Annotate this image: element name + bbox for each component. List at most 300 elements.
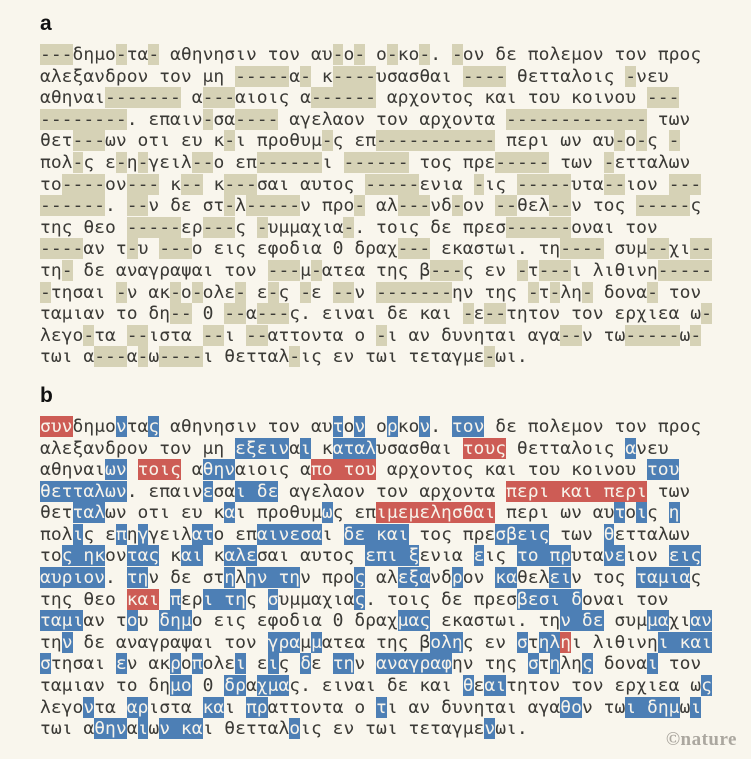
- text-line: [40, 346, 730, 368]
- preserved-segment: ιστα: [148, 324, 203, 346]
- preserved-segment: α: [289, 437, 301, 459]
- preserved-segment: ς: [646, 502, 669, 524]
- restored-segment: ρ: [451, 567, 463, 589]
- restored-segment: σ: [267, 588, 279, 610]
- preserved-segment: αν τ: [83, 610, 127, 632]
- restored-segment: ο: [289, 718, 301, 740]
- missing-segment: --: [332, 281, 355, 303]
- preserved-segment: ω: [679, 696, 691, 718]
- preserved-segment: θελ: [516, 195, 550, 217]
- preserved-segment: α: [245, 303, 257, 325]
- preserved-segment: ο: [625, 130, 637, 152]
- text-line: [40, 697, 730, 719]
- missing-segment: ---: [40, 44, 73, 65]
- preserved-segment: ην της: [451, 281, 528, 303]
- restored-segment: εις: [668, 545, 702, 567]
- missing-segment: -------: [105, 87, 181, 109]
- panel-a-damaged-text: [40, 44, 730, 368]
- missing-segment: -: [625, 65, 637, 87]
- text-line: [40, 44, 730, 66]
- preserved-segment: ν ακ: [126, 653, 171, 675]
- preserved-segment: τον: [657, 281, 702, 303]
- restored-segment: ε: [473, 545, 485, 567]
- preserved-segment: [127, 459, 138, 480]
- missing-segment: --------: [40, 108, 127, 130]
- preserved-segment: ην της: [451, 653, 528, 675]
- missing-segment: ------: [256, 151, 322, 173]
- missing-segment: -: [386, 44, 398, 65]
- preserved-segment: θετ: [40, 502, 73, 524]
- missing-segment: --: [202, 324, 225, 346]
- restored-segment: ς: [354, 588, 366, 610]
- preserved-segment: [159, 589, 170, 610]
- preserved-segment: ο: [365, 44, 387, 65]
- restored-segment: βεσι δ: [516, 588, 582, 610]
- preserved-segment: ε: [473, 303, 485, 325]
- preserved-segment: ταμιαν το δη: [40, 303, 171, 325]
- restored-segment: π: [115, 523, 127, 545]
- preserved-segment: α: [180, 87, 203, 109]
- preserved-segment: θετταλοις: [506, 437, 626, 459]
- restored-segment: η: [549, 653, 561, 675]
- restored-segment: τη: [332, 653, 355, 675]
- missing-segment: -: [148, 44, 160, 65]
- restored-segment: ς ηκ: [61, 545, 106, 567]
- missing-segment: --: [690, 238, 713, 260]
- preserved-segment: περι ων αυ: [495, 502, 615, 524]
- text-line: [40, 524, 730, 546]
- missing-segment: ---: [94, 346, 127, 368]
- restored-segment: ν: [83, 696, 95, 718]
- preserved-segment: ο: [180, 281, 192, 303]
- missing-segment: ------: [40, 195, 106, 217]
- restored-segment: εξα: [397, 567, 431, 589]
- preserved-segment: ς: [690, 195, 702, 217]
- preserved-segment: αττοντα ο: [267, 696, 377, 718]
- predicted-segment: συν: [40, 415, 73, 437]
- preserved-segment: α: [245, 675, 257, 697]
- predicted-segment: τους: [462, 437, 507, 459]
- text-line: [40, 632, 730, 654]
- missing-segment: ---: [397, 195, 431, 217]
- restored-segment: αινεσα: [256, 523, 322, 545]
- missing-segment: -: [527, 281, 539, 303]
- preserved-segment: ς εν: [462, 259, 517, 281]
- preserved-segment: υσασθαι: [376, 65, 463, 87]
- preserved-segment: αλεξανδρον τον μη: [40, 65, 236, 87]
- nature-watermark: ©nature: [665, 729, 737, 750]
- preserved-segment: ερ: [180, 588, 203, 610]
- preserved-segment: ις: [484, 173, 517, 195]
- restored-segment: σ: [40, 653, 51, 675]
- missing-segment: ----: [462, 65, 507, 87]
- preserved-segment: ο εις εφοδια 0 δραχ: [191, 238, 398, 260]
- restored-segment: δημ: [159, 610, 192, 632]
- text-line: [40, 675, 730, 697]
- missing-segment: -: [668, 130, 680, 152]
- preserved-segment: ι θετταλ: [202, 718, 290, 740]
- restored-segment: ηλ: [538, 631, 561, 653]
- text-line: [40, 325, 730, 347]
- preserved-segment: νδ: [430, 195, 452, 217]
- preserved-segment: ενια: [419, 545, 474, 567]
- restored-segment: ατ: [191, 523, 214, 545]
- missing-segment: ---: [159, 238, 192, 260]
- text-line: [40, 260, 730, 282]
- restored-segment: κα: [202, 696, 225, 718]
- predicted-segment: περι και περι: [506, 480, 647, 502]
- missing-segment: ---: [202, 216, 236, 238]
- preserved-segment: συμ: [603, 610, 647, 632]
- preserved-segment: πολ: [40, 151, 73, 173]
- preserved-segment: λ: [235, 567, 246, 589]
- preserved-segment: .: [105, 567, 127, 589]
- preserved-segment: γειλ: [148, 523, 192, 545]
- preserved-segment: δονα: [592, 653, 648, 675]
- missing-segment: -: [321, 130, 333, 152]
- preserved-segment: τωι α: [40, 346, 95, 368]
- missing-segment: -----: [516, 173, 572, 195]
- restored-segment: ι τη: [202, 588, 246, 610]
- preserved-segment: θετταλοις: [506, 65, 626, 87]
- predicted-segment: η: [560, 631, 572, 653]
- preserved-segment: σα: [213, 108, 236, 130]
- missing-segment: -----: [625, 324, 680, 346]
- missing-segment: -----------: [376, 130, 496, 152]
- restored-segment: ην τη: [245, 567, 301, 589]
- preserved-segment: ον: [105, 545, 127, 567]
- restored-segment: χμα: [256, 675, 290, 697]
- restored-segment: εξειν: [235, 437, 290, 459]
- text-line: [40, 502, 730, 524]
- preserved-segment: δημο: [72, 44, 116, 65]
- preserved-segment: 0: [191, 675, 225, 697]
- preserved-segment: αν τ: [83, 238, 127, 260]
- missing-segment: -: [40, 281, 51, 303]
- restored-segment: αν: [690, 610, 713, 632]
- missing-segment: -: [61, 259, 73, 281]
- preserved-segment: ο: [180, 653, 192, 675]
- missing-segment: -: [267, 281, 279, 303]
- missing-segment: ---: [72, 130, 106, 152]
- restored-segment: δ: [300, 653, 312, 675]
- preserved-segment: τωι α: [40, 718, 95, 740]
- preserved-segment: εκαστωι. τη: [430, 238, 561, 260]
- preserved-segment: ν τω: [581, 324, 626, 346]
- preserved-segment: κ: [159, 545, 181, 567]
- missing-segment: ----: [332, 65, 376, 87]
- preserved-segment: ενια: [419, 173, 474, 195]
- preserved-segment: χι: [668, 238, 691, 260]
- missing-segment: --: [126, 324, 149, 346]
- preserved-segment: αρχοντος και του κοινου: [376, 459, 647, 481]
- restored-segment: μο: [170, 675, 192, 697]
- preserved-segment: ι: [224, 696, 246, 718]
- restored-segment: ν: [61, 631, 73, 653]
- preserved-segment: γειλ: [148, 151, 192, 173]
- preserved-segment: των: [646, 108, 691, 130]
- preserved-segment: αττοντα ο: [267, 324, 377, 346]
- missing-segment: -: [484, 346, 496, 368]
- restored-segment: ς: [354, 567, 366, 589]
- missing-segment: --: [180, 173, 203, 195]
- text-line: [40, 152, 730, 174]
- restored-segment: ων: [105, 459, 127, 481]
- missing-segment: -: [332, 44, 344, 65]
- preserved-segment: τ: [538, 653, 550, 675]
- missing-segment: ------: [343, 151, 409, 173]
- preserved-segment: πολ: [40, 523, 73, 545]
- preserved-segment: δε αναγραψαι τον: [72, 631, 268, 653]
- missing-segment: -: [582, 281, 593, 303]
- missing-segment: --: [484, 303, 507, 325]
- restored-segment: ι δε: [235, 480, 279, 502]
- preserved-segment: νδ: [430, 567, 452, 589]
- restored-segment: η: [668, 502, 680, 524]
- missing-segment: -: [126, 238, 138, 260]
- preserved-segment: τητον τον ερχιεα ω: [506, 303, 702, 325]
- predicted-segment: και: [126, 588, 160, 610]
- missing-segment: ----: [235, 108, 279, 130]
- missing-segment: ---: [224, 173, 257, 195]
- preserved-segment: ις: [484, 545, 517, 567]
- missing-segment: -: [72, 151, 84, 173]
- text-line: [40, 87, 730, 109]
- preserved-segment: ερ: [180, 216, 203, 238]
- preserved-segment: τητον τον ερχιεα ω: [506, 675, 702, 697]
- preserved-segment: η: [126, 151, 138, 173]
- preserved-segment: ταμιαν το δη: [40, 675, 171, 697]
- preserved-segment: αρχοντος και του κοινου: [375, 87, 647, 109]
- restored-segment: ν: [115, 415, 127, 437]
- preserved-segment: .: [430, 415, 452, 437]
- preserved-segment: λη: [560, 653, 583, 675]
- preserved-segment: ον: [462, 567, 496, 589]
- missing-segment: -: [614, 130, 626, 152]
- missing-segment: -----: [657, 259, 712, 281]
- preserved-segment: ω: [148, 718, 160, 740]
- text-line: [40, 610, 730, 632]
- text-line: [40, 718, 730, 740]
- missing-segment: ------: [310, 87, 376, 109]
- preserved-segment: υτα: [571, 173, 604, 195]
- missing-segment: -: [354, 44, 366, 65]
- missing-segment: --: [191, 151, 214, 173]
- restored-segment: α: [625, 437, 637, 459]
- restored-segment: θην: [202, 459, 236, 481]
- missing-segment: ---: [267, 259, 301, 281]
- preserved-segment: το: [40, 173, 62, 195]
- restored-segment: ταλ: [72, 502, 106, 524]
- restored-segment: ν δε: [560, 610, 604, 632]
- missing-segment: -: [701, 303, 712, 325]
- restored-segment: ε: [115, 653, 127, 675]
- preserved-segment: ν δε στ: [148, 195, 225, 217]
- preserved-segment: κ: [202, 173, 225, 195]
- preserved-segment: τ: [527, 259, 539, 281]
- preserved-segment: ολε: [202, 281, 236, 303]
- preserved-segment: δε πολεμον τον προς: [484, 415, 702, 437]
- preserved-segment: ν τος: [571, 567, 637, 589]
- preserved-segment: ς ε: [83, 151, 116, 173]
- missing-segment: ---: [430, 259, 463, 281]
- preserved-segment: λ: [235, 195, 246, 217]
- missing-segment: -: [115, 151, 127, 173]
- preserved-segment: α: [180, 459, 203, 481]
- preserved-segment: ετταλων: [614, 151, 691, 173]
- predicted-segment: πο του: [310, 459, 377, 481]
- preserved-segment: των: [549, 151, 604, 173]
- preserved-segment: κ: [202, 545, 225, 567]
- panel-a-label: a: [40, 12, 52, 35]
- preserved-segment: ν: [354, 653, 377, 675]
- preserved-segment: ς εν: [462, 631, 517, 653]
- restored-segment: μας: [397, 610, 431, 632]
- missing-segment: ----: [61, 173, 106, 195]
- text-line: [40, 567, 730, 589]
- predicted-segment: ιμεμελησθαι: [376, 502, 496, 524]
- missing-segment: -: [83, 324, 95, 346]
- preserved-segment: αλεξανδρον τον μη: [40, 437, 236, 459]
- preserved-segment: των: [549, 523, 604, 545]
- restored-segment: ι: [235, 653, 246, 675]
- missing-segment: ---: [397, 238, 431, 260]
- restored-segment: ι: [636, 502, 647, 524]
- missing-segment: -: [170, 281, 181, 303]
- preserved-segment: χι: [668, 610, 691, 632]
- preserved-segment: τη: [40, 631, 62, 653]
- missing-segment: -: [516, 259, 528, 281]
- preserved-segment: λεγο: [40, 324, 84, 346]
- preserved-segment: ε: [311, 653, 333, 675]
- missing-segment: ------: [506, 216, 572, 238]
- preserved-segment: της θεο: [40, 216, 127, 238]
- missing-segment: -: [235, 281, 246, 303]
- preserved-segment: ο: [343, 44, 355, 65]
- preserved-segment: ιον: [625, 545, 669, 567]
- preserved-segment: ν δε στ: [148, 567, 225, 589]
- preserved-segment: ε: [245, 281, 268, 303]
- restored-segment: αναγραφ: [376, 653, 452, 675]
- restored-segment: τον: [451, 415, 485, 437]
- preserved-segment: σαι αυτος: [256, 545, 366, 567]
- preserved-segment: ο: [625, 502, 637, 524]
- preserved-segment: υτα: [571, 545, 604, 567]
- preserved-segment: 0: [191, 303, 225, 325]
- preserved-segment: υσασθαι: [376, 437, 463, 459]
- preserved-segment: ων οτι ευ κ: [105, 130, 225, 152]
- restored-segment: ν: [354, 415, 366, 437]
- preserved-segment: αγελαον τον αρχοντα: [278, 480, 507, 502]
- preserved-segment: ι αν δυνηται αγα: [386, 324, 561, 346]
- restored-segment: γρα: [267, 631, 301, 653]
- missing-segment: -----: [636, 195, 691, 217]
- preserved-segment: περι ων αυ: [495, 130, 615, 152]
- restored-segment: τη: [126, 567, 149, 589]
- preserved-segment: ν ακ: [126, 281, 171, 303]
- missing-segment: -----: [495, 151, 550, 173]
- preserved-segment: λη: [560, 281, 583, 303]
- preserved-segment: υμμαχια: [278, 588, 355, 610]
- preserved-segment: ι θετταλ: [202, 346, 290, 368]
- preserved-segment: ιστα: [148, 696, 203, 718]
- preserved-segment: τ: [538, 281, 550, 303]
- preserved-segment: ον: [462, 195, 496, 217]
- preserved-segment: ε: [245, 653, 268, 675]
- missing-segment: -: [473, 173, 485, 195]
- restored-segment: τας: [126, 545, 160, 567]
- missing-segment: -: [289, 346, 301, 368]
- missing-segment: -: [256, 216, 268, 238]
- preserved-segment: νευ: [636, 65, 669, 87]
- restored-segment: δρ: [224, 675, 246, 697]
- preserved-segment: τα: [94, 324, 127, 346]
- text-line: [40, 459, 730, 481]
- preserved-segment: . τοις δε πρεσ: [365, 588, 517, 610]
- text-line: [40, 66, 730, 88]
- missing-segment: -: [300, 281, 312, 303]
- preserved-segment: τος πρε: [408, 151, 496, 173]
- preserved-segment: ς: [646, 130, 669, 152]
- restored-segment: ω: [321, 502, 333, 524]
- restored-segment: αρ: [126, 696, 149, 718]
- preserved-segment: αλ: [365, 567, 398, 589]
- preserved-segment: ετταλων: [614, 523, 691, 545]
- preserved-segment: α: [126, 718, 138, 740]
- restored-segment: ν: [419, 415, 431, 437]
- restored-segment: ταμια: [636, 567, 691, 589]
- missing-segment: -: [224, 130, 236, 152]
- missing-segment: -: [310, 259, 322, 281]
- preserved-segment: ν: [354, 281, 377, 303]
- preserved-segment: θετ: [40, 130, 73, 152]
- panel-b-label: b: [40, 383, 53, 407]
- preserved-segment: ν προ: [300, 195, 355, 217]
- text-line: [40, 109, 730, 131]
- missing-segment: -----: [245, 195, 301, 217]
- missing-segment: -: [603, 151, 615, 173]
- restored-segment: αλε: [224, 545, 257, 567]
- missing-segment: ----: [560, 238, 604, 260]
- text-line: [40, 416, 730, 438]
- restored-segment: ι: [690, 696, 702, 718]
- text-line: [40, 303, 730, 325]
- preserved-segment: αθηναι: [40, 459, 106, 481]
- text-line: [40, 282, 730, 304]
- restored-segment: ν: [484, 718, 496, 740]
- preserved-segment: ι αν δυνηται αγα: [386, 696, 561, 718]
- missing-segment: ---: [668, 173, 702, 195]
- preserved-segment: ς. ειναι δε και: [289, 303, 463, 325]
- restored-segment: ταμι: [40, 610, 84, 632]
- panel-b-restored-text: [40, 416, 730, 740]
- missing-segment: --: [549, 195, 572, 217]
- preserved-segment: το: [40, 545, 62, 567]
- restored-segment: νε: [603, 545, 626, 567]
- preserved-segment: .: [105, 195, 127, 217]
- restored-segment: ι: [267, 653, 279, 675]
- preserved-segment: ι λιθινη: [571, 631, 658, 653]
- missing-segment: ---: [202, 87, 236, 109]
- restored-segment: ι: [137, 718, 149, 740]
- restored-segment: α: [224, 502, 236, 524]
- missing-segment: -: [343, 216, 355, 238]
- restored-segment: π: [191, 653, 203, 675]
- restored-segment: η: [224, 567, 236, 589]
- restored-segment: του: [646, 459, 680, 481]
- preserved-segment: ις εν τωι τεταγμε: [300, 346, 485, 368]
- restored-segment: θετταλων: [40, 480, 127, 502]
